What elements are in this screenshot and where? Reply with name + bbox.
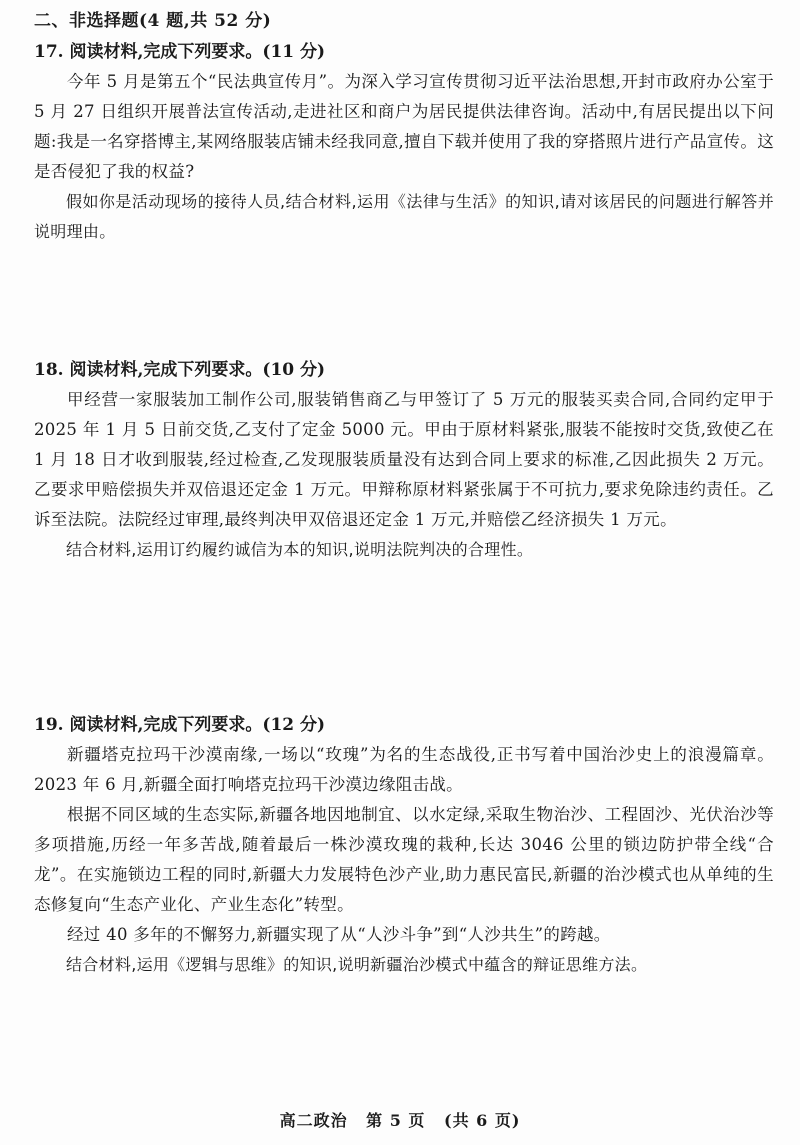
task-paragraph: 结合材料,运用《逻辑与思维》的知识,说明新疆治沙模式中蕴含的辩证思维方法。 [66,955,648,974]
material-paragraph: 新疆塔克拉玛干沙漠南缘,一场以“玫瑰”为名的生态战役,正书写着中国治沙史上的浪漫篇章。2023 年 6 月,新疆全面打响塔克拉玛干沙漠边缘阻击战。 [34,745,774,794]
task-paragraph: 结合材料,运用订约履约诚信为本的知识,说明法院判决的合理性。 [66,540,534,559]
question-heading: 17. 阅读材料,完成下列要求。(11 分) [34,42,326,62]
question-heading: 18. 阅读材料,完成下列要求。(10 分) [34,360,326,380]
section-title: 二、非选择题(4 题,共 52 分) [34,11,272,31]
material-paragraph: 今年 5 月是第五个“民法典宣传月”。为深入学习宣传贯彻习近平法治思想,开封市政府办公室于 5 月 27 日组织开展普法宣传活动,走进社区和商户为居民提供法律咨询。活动中,有居民提出以下问题:我是一名穿搭博主,某网络服装店铺未经我同意,擅自下载并使用了我的穿搭照片进行产品宣传。这是否侵犯了我的权益? [34,72,774,181]
task-paragraph: 假如你是活动现场的接待人员,结合材料,运用《法律与生活》的知识,请对该居民的问题进行解答并说明理由。 [34,192,774,241]
question-heading: 19. 阅读材料,完成下列要求。(12 分) [34,715,326,735]
material-paragraph: 根据不同区域的生态实际,新疆各地因地制宜、以水定绿,采取生物治沙、工程固沙、光伏治沙等多项措施,历经一年多苦战,随着最后一株沙漠玫瑰的栽种,长达 3046 公里的锁边防护带全线“合龙”。在实施锁边工程的同时,新疆大力发展特色沙产业,助力惠民富民,新疆的治沙模式也从单纯的生态修复向“生态产业化、产业生态化”转型。 [34,805,774,914]
page-footer [0,1108,800,1131]
footer-page-number: 第 5 页 [366,1111,426,1130]
material-paragraph: 经过 40 多年的不懈努力,新疆实现了从“人沙斗争”到“人沙共生”的跨越。 [67,925,611,944]
material-paragraph: 甲经营一家服装加工制作公司,服装销售商乙与甲签订了 5 万元的服装买卖合同,合同约定甲于 2025 年 1 月 5 日前交货,乙支付了定金 5000 元。甲由于原材料紧张,服装不能按时交货,致使乙在 1 月 18 日才收到服装,经过检查,乙发现服装质量没有达到合同上要求的标准,乙因此损失 2 万元。乙要求甲赔偿损失并双倍退还定金 1 万元。甲辩称原材料紧张属于不可抗力,要求免除违约责任。乙诉至法院。法院经过审理,最终判决甲双倍退还定金 1 万元,并赔偿乙经济损失 1 万元。 [34,390,774,529]
question-17 [34,37,774,247]
footer-total-pages: (共 6 页) [444,1111,521,1130]
question-19 [34,710,774,980]
question-18 [34,355,774,565]
footer-subject: 高二政治 [279,1111,348,1130]
